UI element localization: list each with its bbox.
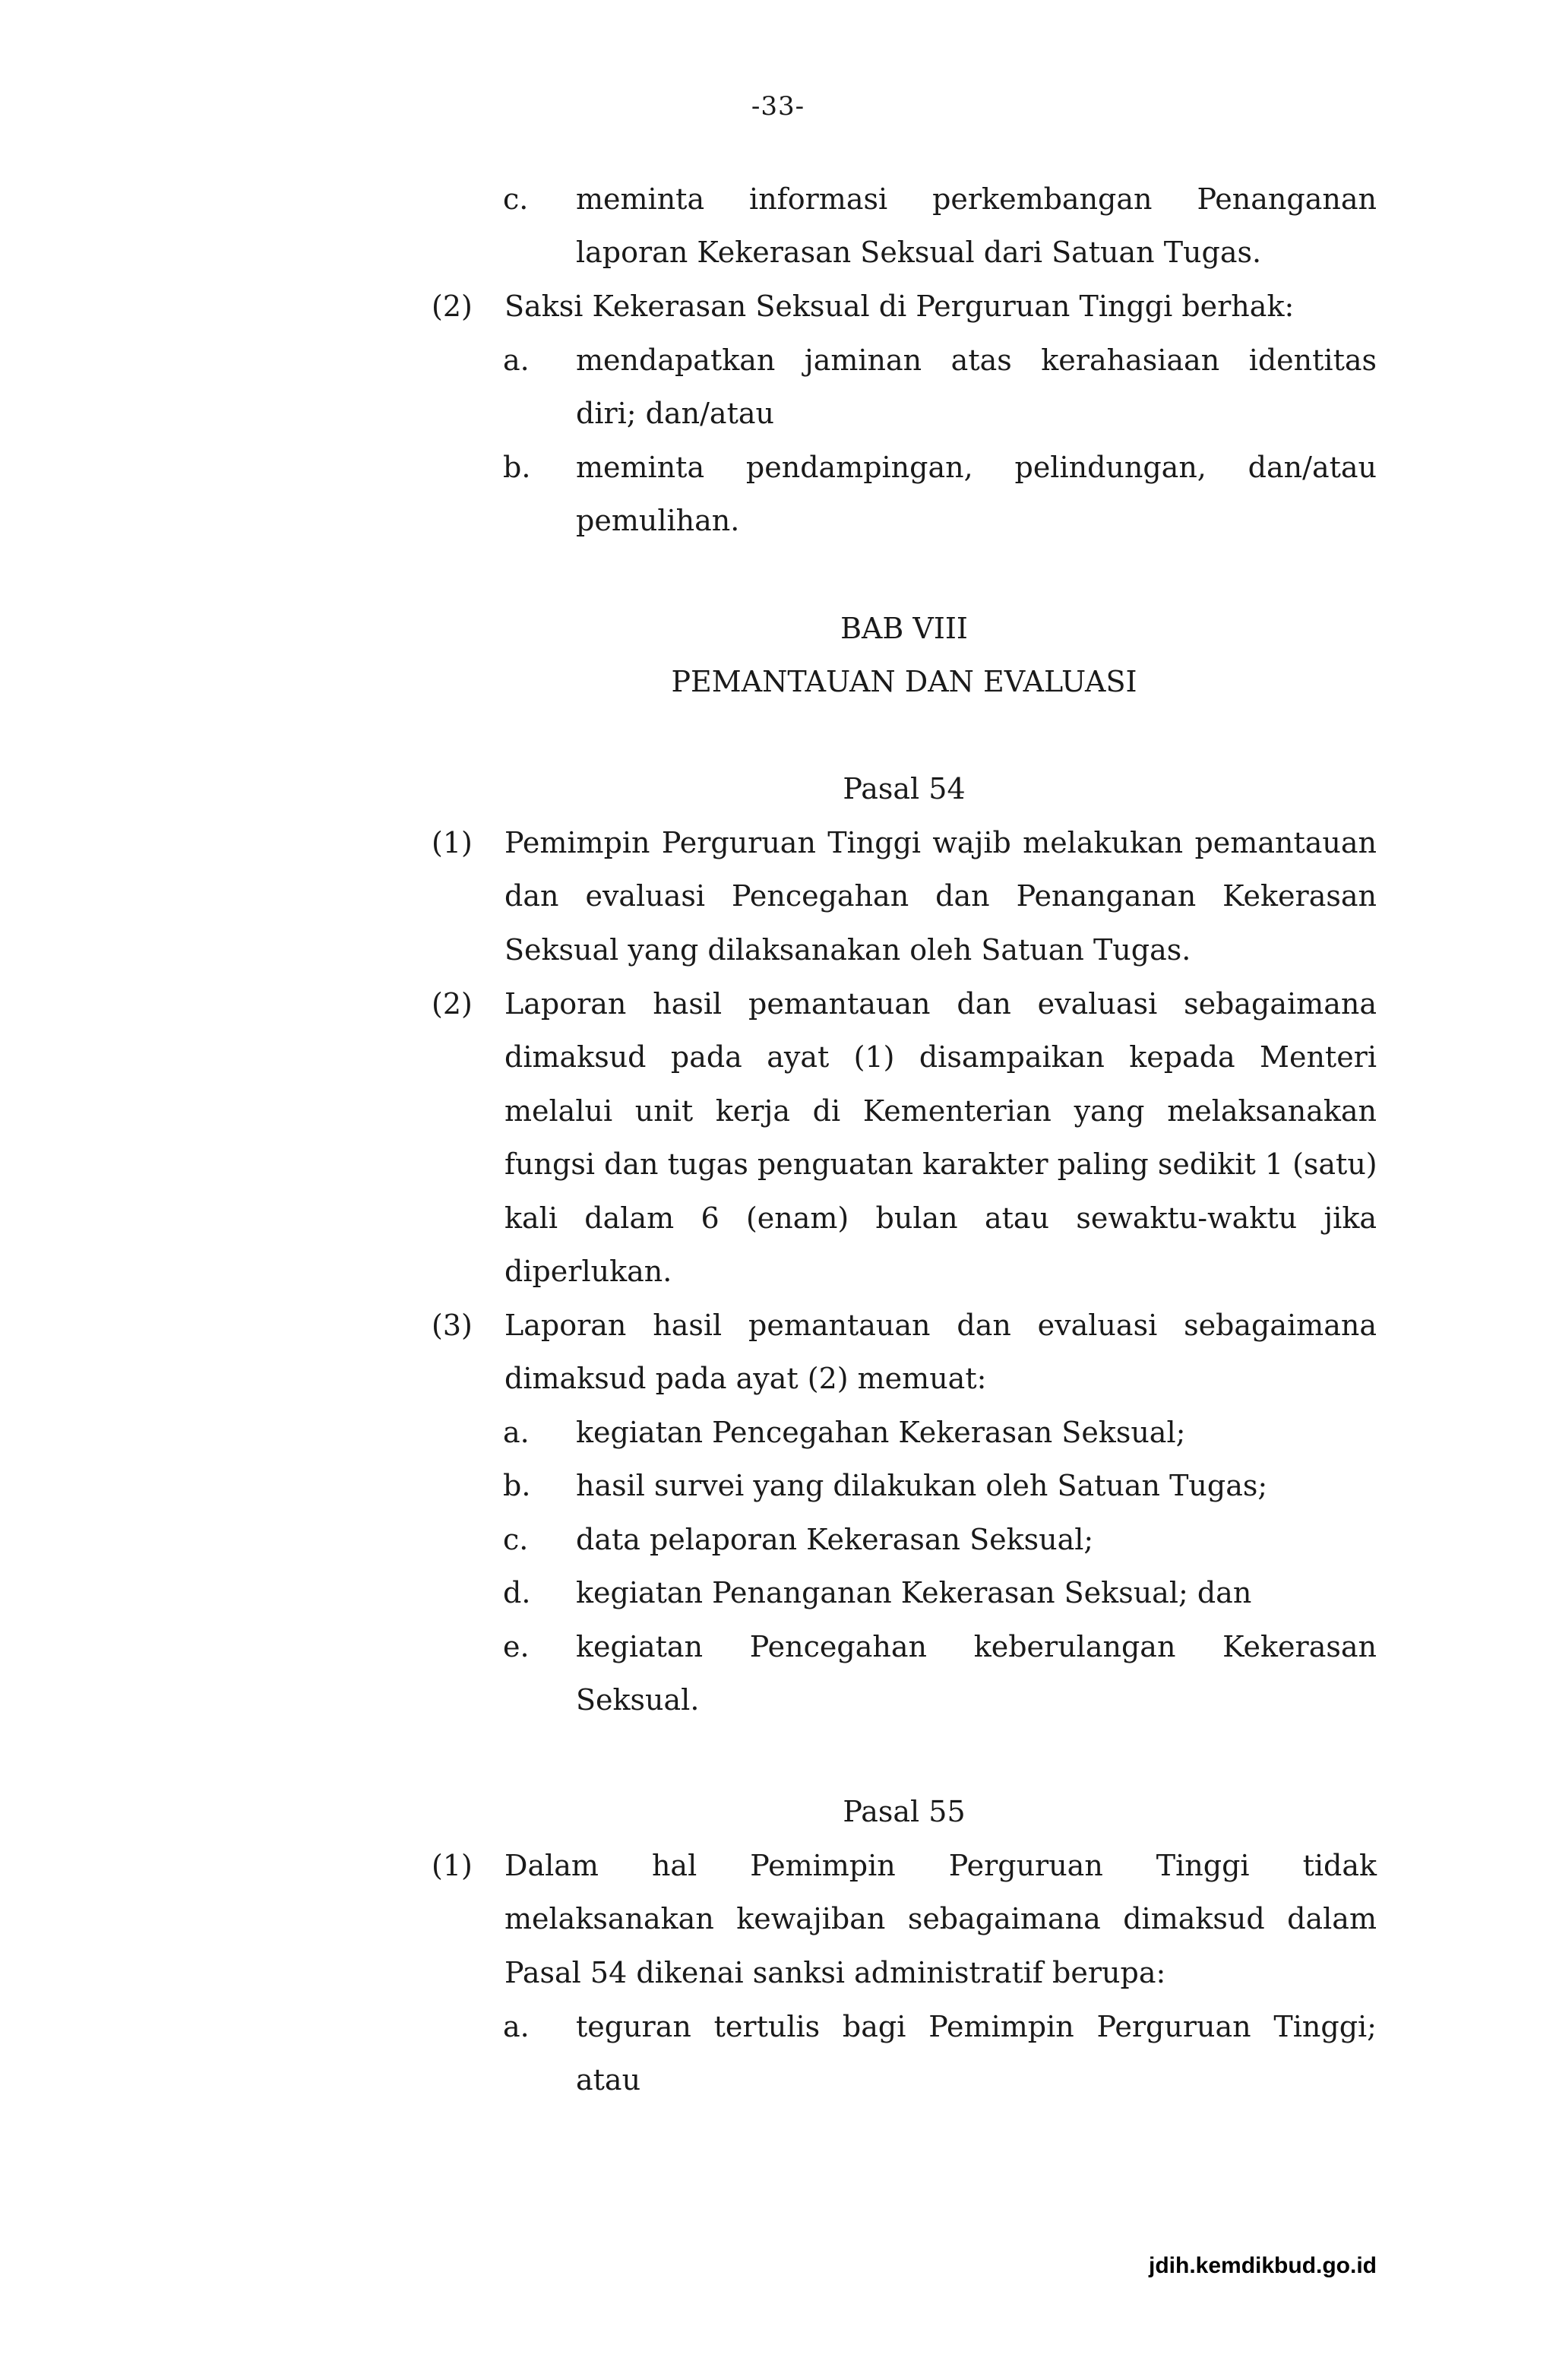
- paragraph-text: dimaksud pada ayat (1) disampaikan kepada Menteri: [504, 1040, 1377, 1074]
- item-label: c.: [503, 182, 529, 216]
- item-label: d.: [503, 1576, 531, 1609]
- item-text: atau: [576, 2063, 641, 2097]
- paragraph-text: dimaksud pada ayat (2) memuat:: [504, 1362, 987, 1395]
- footer-url: jdih.kemdikbud.go.id: [1149, 2253, 1377, 2278]
- article-heading: Pasal 55: [843, 1795, 966, 1828]
- item-label: e.: [503, 1630, 530, 1663]
- item-text: pemulihan.: [576, 504, 740, 537]
- item-text: hasil survei yang dilakukan oleh Satuan Tugas;: [576, 1469, 1268, 1502]
- item-text: kegiatan Penanganan Kekerasan Seksual; dan: [576, 1576, 1252, 1609]
- paragraph-number: (2): [432, 290, 473, 323]
- chapter-title: PEMANTAUAN DAN EVALUASI: [671, 665, 1137, 698]
- paragraph-text: Laporan hasil pemantauan dan evaluasi sebagaimana: [504, 987, 1377, 1021]
- paragraph-number: (1): [432, 1849, 473, 1882]
- paragraph-text: dan evaluasi Pencegahan dan Penanganan Kekerasan: [504, 879, 1377, 913]
- item-label: b.: [503, 451, 531, 484]
- item-text: teguran tertulis bagi Pemimpin Perguruan Tinggi;: [576, 2010, 1377, 2043]
- paragraph-number: (2): [432, 987, 473, 1021]
- chapter-number: BAB VIII: [840, 612, 968, 645]
- item-text: meminta informasi perkembangan Penanganan: [576, 182, 1377, 216]
- page-number: -33-: [751, 91, 805, 122]
- paragraph-number: (3): [432, 1309, 473, 1342]
- item-label: b.: [503, 1469, 531, 1502]
- paragraph-text: diperlukan.: [504, 1255, 672, 1288]
- item-label: c.: [503, 1523, 529, 1556]
- paragraph-number: (1): [432, 826, 473, 859]
- item-text: mendapatkan jaminan atas kerahasiaan identitas: [576, 343, 1377, 377]
- item-text: laporan Kekerasan Seksual dari Satuan Tugas.: [576, 236, 1262, 269]
- paragraph-text: Dalam hal Pemimpin Perguruan Tinggi tidak: [504, 1849, 1377, 1882]
- paragraph-text: melaksanakan kewajiban sebagaimana dimaksud dalam: [504, 1902, 1377, 1935]
- article-heading: Pasal 54: [843, 772, 966, 805]
- item-text: kegiatan Pencegahan keberulangan Kekerasan: [576, 1630, 1377, 1663]
- item-text: Seksual.: [576, 1683, 700, 1717]
- item-label: a.: [503, 2010, 530, 2043]
- item-text: meminta pendampingan, pelindungan, dan/atau: [576, 451, 1377, 484]
- paragraph-text: kali dalam 6 (enam) bulan atau sewaktu-waktu jika: [504, 1201, 1377, 1235]
- item-text: diri; dan/atau: [576, 397, 774, 430]
- paragraph-text: Seksual yang dilaksanakan oleh Satuan Tugas.: [504, 933, 1191, 967]
- item-label: a.: [503, 1416, 530, 1449]
- paragraph-text: Pasal 54 dikenai sanksi administratif berupa:: [504, 1956, 1166, 1989]
- paragraph-text: Saksi Kekerasan Seksual di Perguruan Tinggi berhak:: [504, 290, 1295, 323]
- item-text: data pelaporan Kekerasan Seksual;: [576, 1523, 1094, 1556]
- item-text: kegiatan Pencegahan Kekerasan Seksual;: [576, 1416, 1186, 1449]
- paragraph-text: Laporan hasil pemantauan dan evaluasi sebagaimana: [504, 1309, 1377, 1342]
- paragraph-text: melalui unit kerja di Kementerian yang melaksanakan: [504, 1094, 1377, 1128]
- item-label: a.: [503, 343, 530, 377]
- paragraph-text: fungsi dan tugas penguatan karakter paling sedikit 1 (satu): [504, 1147, 1377, 1181]
- paragraph-text: Pemimpin Perguruan Tinggi wajib melakukan pemantauan: [504, 826, 1377, 859]
